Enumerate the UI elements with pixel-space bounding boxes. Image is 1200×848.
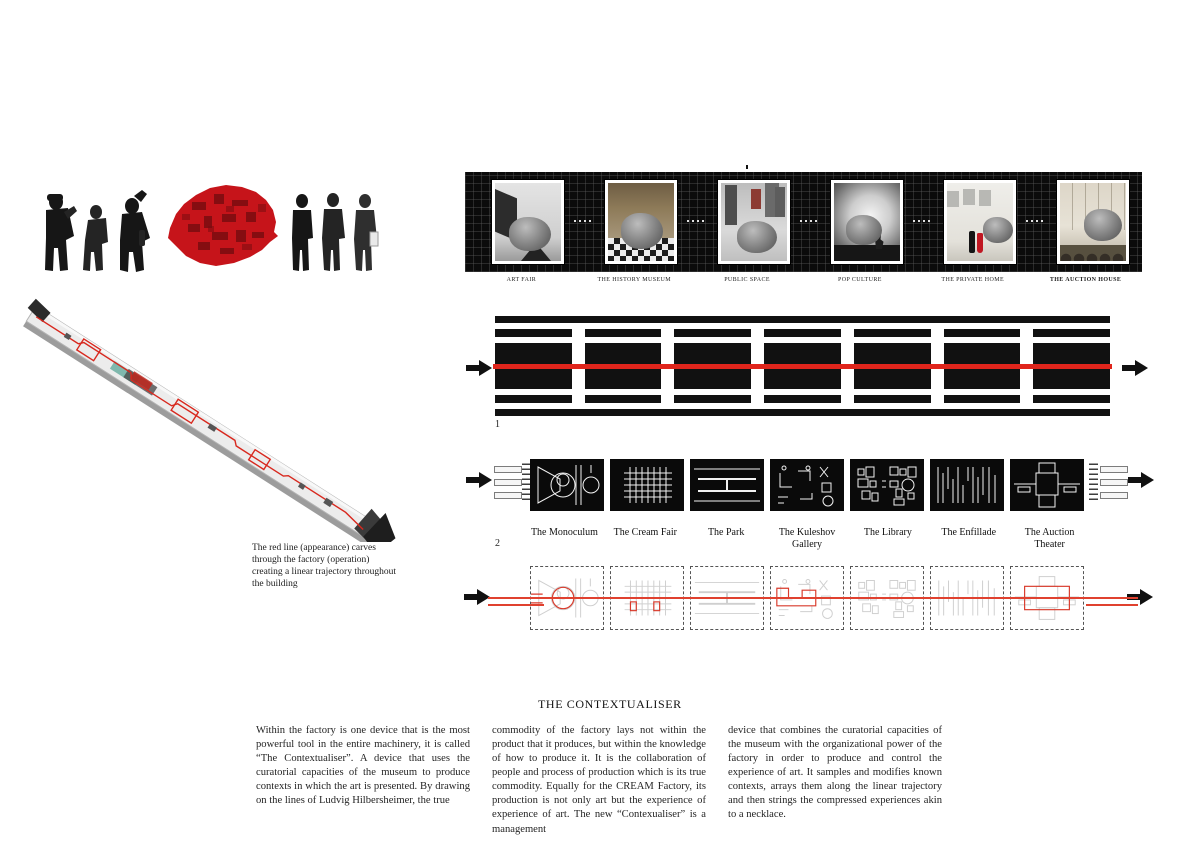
plan-label: The Library: [863, 527, 912, 538]
section-roof-bar: [495, 316, 1110, 323]
input-bars-left: [494, 466, 522, 499]
section-floor-bar: [495, 409, 1110, 416]
filmstrip-label: POP CULTURE: [837, 277, 882, 283]
hatch-stack-right: [1089, 462, 1098, 500]
article-columns: [256, 724, 942, 837]
filmstrip-frame-pop-culture: [830, 179, 904, 265]
article-column-1: Within the factory is one device that is the most powerful tool in the entire machinery, it is called “The Contextualiser”. A device that uses the curatorial capacities of the museum to produce contexts in which the art is presented. By drawing on the lines of Ludvig Hilbersheimer, the true: [256, 725, 470, 807]
sculpture-boulder: [737, 221, 777, 253]
factory-section-diagram: [495, 316, 1110, 416]
filmstrip-label: ART FAIR: [506, 277, 537, 283]
plan-thumb-park: [690, 459, 764, 511]
building-caption: The red line (appearance) carves through the factory (operation) creating a linear trajectory throughout the building: [252, 543, 397, 590]
registration-mark: [746, 165, 748, 169]
red-trajectory-line: [488, 597, 1138, 599]
plan-thumb-kuleshov: [770, 459, 844, 511]
dotted-connector: [574, 220, 592, 222]
flow-arrow-right-icon: [1128, 472, 1154, 488]
context-filmstrip: [465, 172, 1142, 272]
plan-thumb-cream-fair: [610, 459, 684, 511]
sculpture-boulder: [846, 215, 882, 245]
figure-silhouette: [45, 194, 77, 271]
article-heading: THE CONTEXTUALISER: [538, 697, 682, 711]
plan-label: The Enfillade: [941, 527, 997, 538]
dotted-connector: [913, 220, 931, 222]
figure-silhouette: [83, 205, 108, 271]
sculpture-boulder: [983, 217, 1013, 243]
sculpture-boulder: [1084, 209, 1122, 241]
filmstrip-frame-art-fair: [491, 179, 565, 265]
plan-thumb-monoculum: [530, 459, 604, 511]
dotted-connector: [800, 220, 818, 222]
plan-label: The Monoculum: [530, 527, 598, 538]
filmstrip-frame-private-home: [943, 179, 1017, 265]
figure-silhouette-drinking: [120, 190, 150, 272]
section-segment-row: [495, 395, 1110, 403]
plan-label: The Kuleshov Gallery: [778, 527, 836, 550]
plan-label: The Park: [707, 527, 745, 538]
linear-factory-axonometric: [22, 292, 402, 542]
plan-label: The Auction Theater: [1024, 527, 1075, 550]
red-trajectory-branch: [488, 604, 544, 606]
figure-silhouette-suit: [354, 194, 378, 271]
plan-thumb-auction-theater: [1010, 459, 1084, 511]
section-segment-row: [495, 329, 1110, 337]
plan-label: The Cream Fair: [613, 527, 677, 538]
plan-thumb-library: [850, 459, 924, 511]
filmstrip-frame-history-museum: [604, 179, 678, 265]
dotted-connector: [1026, 220, 1044, 222]
people-silhouettes-drinking-photo: [38, 190, 170, 274]
sculpture-boulder: [509, 217, 551, 251]
article-column-3: device that combines the curatorial capacities of the museum with the organizational power of the factory in order to produce and control the experience of art. It samples and modifies known contexts, arrays them along the linear trajectory and then strings the compressed experiences akin to a necklace.: [728, 725, 942, 821]
dotted-connector: [687, 220, 705, 222]
flow-arrow-left-icon: [464, 589, 490, 605]
red-trajectory-line: [493, 364, 1112, 369]
figure-silhouette-suit: [292, 194, 313, 271]
red-trajectory-branch: [1086, 604, 1138, 606]
section-block-row: [495, 343, 1110, 389]
figure-silhouette-suit: [322, 193, 345, 271]
flow-arrow-left-icon: [466, 472, 492, 488]
diagram-number: 2: [495, 538, 500, 549]
filmstrip-label: THE HISTORY MUSEUM: [597, 277, 672, 283]
sculpture-boulder: [621, 213, 663, 249]
people-silhouettes-suits-photo: [288, 192, 384, 272]
plan-labels-row: [527, 527, 1087, 550]
red-machinery-collage: [162, 180, 280, 272]
filmstrip-labels: [465, 277, 1142, 283]
article-column-2: commodity of the factory lays not within the product that it produces, but within the knowledge of how to produce it. It is the collaboration of people and process of production which is its true commodity. Equally for the CREAM Factory, its production is not only art but the experience of experience of art. The new “Contexualiser” is a management: [492, 725, 706, 835]
filmstrip-label: THE AUCTION HOUSE: [1049, 277, 1122, 283]
filmstrip-frame-auction-house: [1056, 179, 1130, 265]
flow-arrow-right-icon: [1122, 360, 1148, 376]
filmstrip-frame-public-space: [717, 179, 791, 265]
output-bars-right: [1100, 466, 1128, 499]
flow-arrow-left-icon: [466, 360, 492, 376]
filmstrip-label: THE PRIVATE HOME: [941, 277, 1005, 283]
filmstrip-label: PUBLIC SPACE: [724, 277, 770, 283]
plan-thumb-enfillade: [930, 459, 1004, 511]
plan-thumbnail-row: [530, 459, 1084, 511]
diagram-number: 1: [495, 419, 500, 430]
